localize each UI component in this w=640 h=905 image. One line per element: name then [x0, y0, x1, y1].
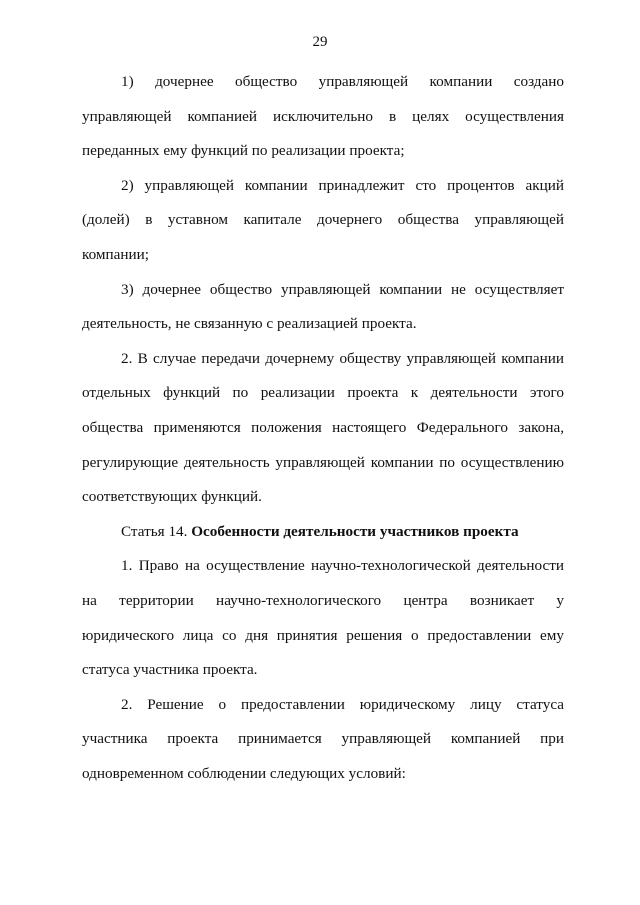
- page-number: 29: [312, 34, 328, 50]
- paragraph-part-2: 2. В случае передачи дочернему обществу управляющей компании отдельных функций по реализации проекта к деятельности этого общества применяются положения настоящего Федерального закона, регулирующие деятельность управляющей компании по осуществлению соответствующих функций.: [82, 349, 564, 506]
- article-paragraph-1: 1. Право на осуществление научно-технологической деятельности на территории научно-технологического центра возникает у юридического лица со дня принятия решения о предоставлении ему статуса участника проекта.: [82, 557, 564, 679]
- paragraph-subitem-3: 3) дочернее общество управляющей компании не осуществляет деятельность, не связанную с реализацией проекта.: [82, 280, 564, 333]
- article-title: Особенности деятельности участников проекта: [191, 522, 519, 540]
- article-paragraph-2: 2. Решение о предоставлении юридическому лицу статуса участника проекта принимается управляющей компанией при одновременном соблюдении следующих условий:: [82, 695, 564, 782]
- document-body: [82, 65, 564, 791]
- paragraph-subitem-1: 1) дочернее общество управляющей компании создано управляющей компанией исключительно в целях осуществления переданных ему функций по реализации проекта;: [82, 73, 564, 160]
- article-heading: [82, 515, 564, 550]
- article-label: Статья 14.: [121, 522, 188, 540]
- paragraph-subitem-2: 2) управляющей компании принадлежит сто процентов акций (долей) в уставном капитале дочернего общества управляющей компании;: [82, 176, 564, 263]
